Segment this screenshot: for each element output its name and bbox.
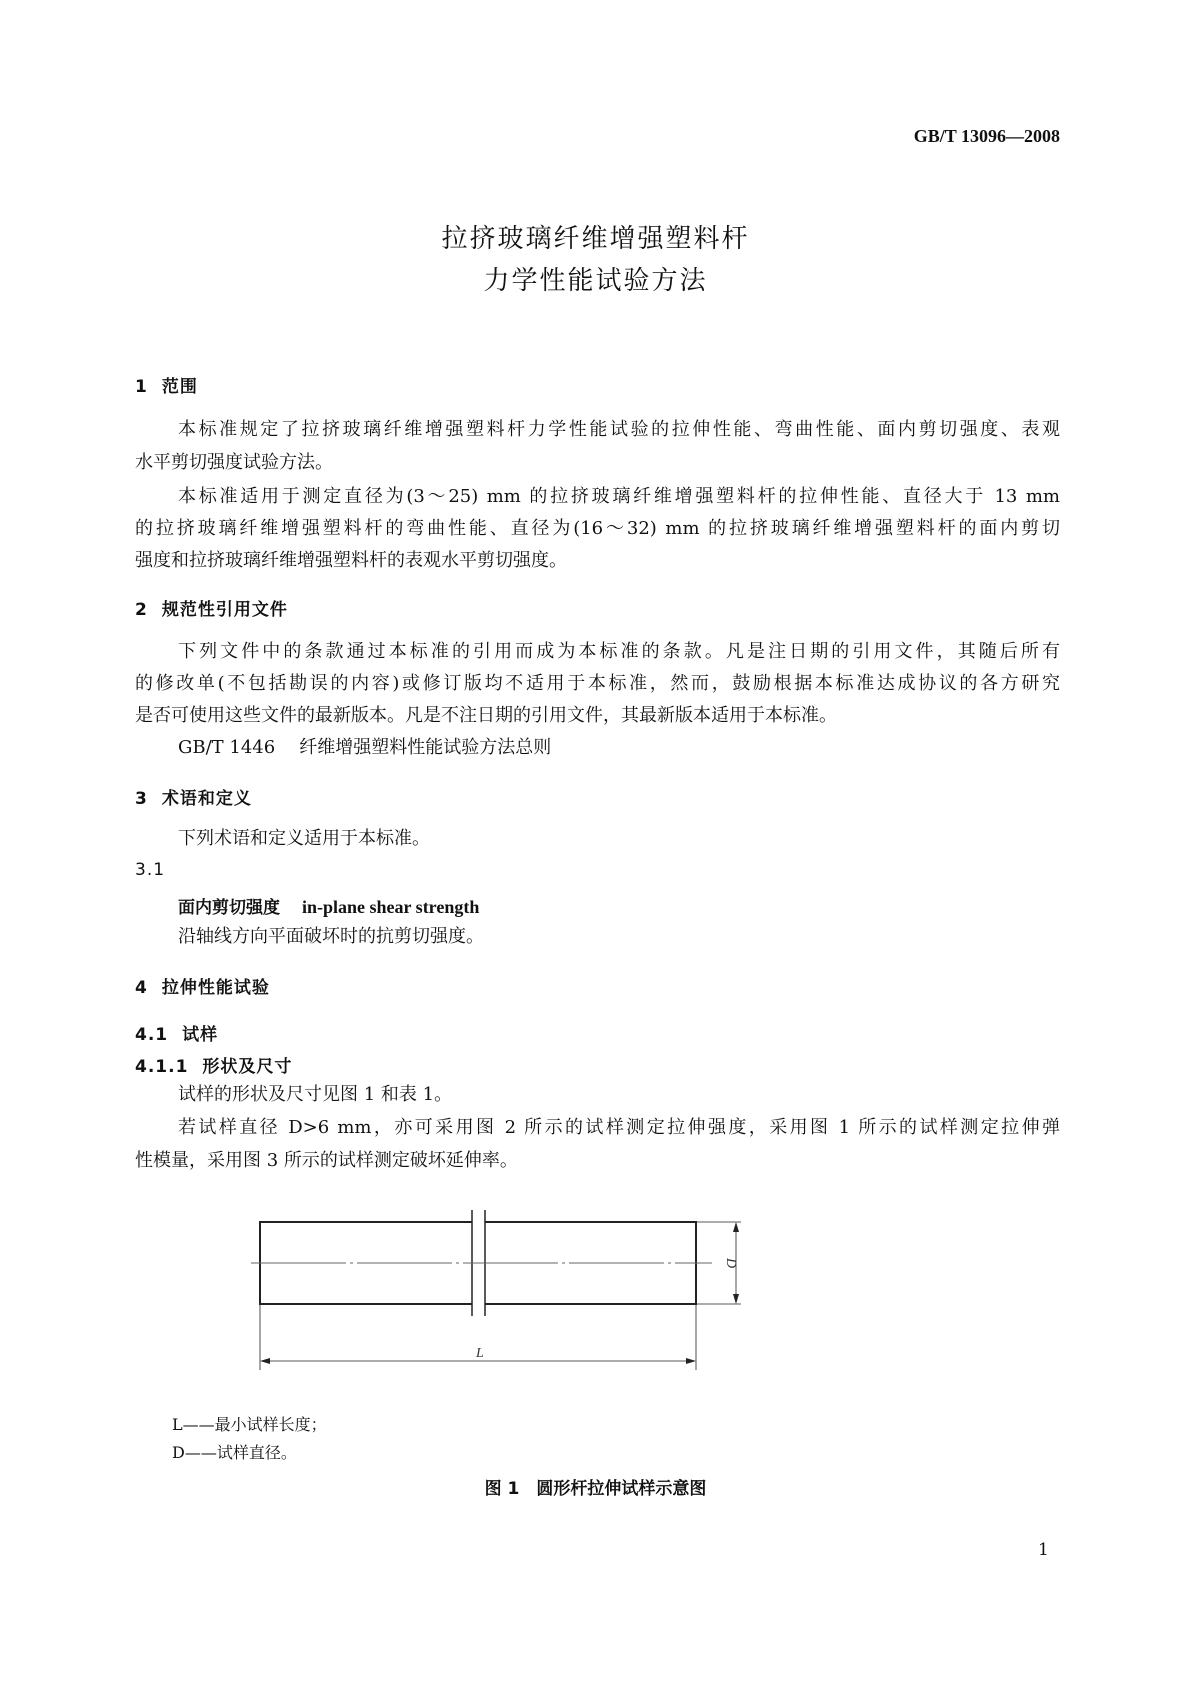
paragraph-line: 是否可使用这些文件的最新版本。凡是不注日期的引用文件，其最新版本适用于本标准。 (135, 705, 837, 726)
paragraph-line: 强度和拉挤玻璃纤维增强塑料杆的表观水平剪切强度。 (135, 550, 567, 571)
document-title-line2: 力学性能试验方法 (483, 266, 708, 296)
paragraph-line: 本标准适用于测定直径为(3～25) mm 的拉挤玻璃纤维增强塑料杆的拉伸性能、直径大于 13 mm (178, 486, 1060, 507)
section-number: 4.1 (135, 1025, 169, 1045)
section-number: 3 (135, 789, 148, 809)
section-title: 规范性引用文件 (161, 600, 288, 620)
section-4-1-heading (135, 1020, 218, 1045)
section-number: 2 (135, 600, 148, 620)
section-number: 4.1.1 (135, 1057, 189, 1077)
section-title: 范围 (161, 377, 198, 397)
label-D: D (723, 1258, 738, 1269)
paragraph-line: 的修改单(不包括勘误的内容)或修订版均不适用于本标准，然而，鼓励根据本标准达成协议的各方研究 (135, 673, 1060, 694)
section-title: 形状及尺寸 (202, 1057, 293, 1077)
section-1-heading (135, 372, 198, 397)
paragraph-line: 若试样直径 D>6 mm，亦可采用图 2 所示的试样测定拉伸强度，采用图 1 所示的试样测定拉伸弹 (178, 1117, 1060, 1138)
label-L: L (476, 1346, 484, 1361)
term-chinese: 面内剪切强度 (178, 898, 280, 918)
reference-code: GB/T 1446 (178, 737, 276, 758)
subsection-number: 3.1 (135, 860, 166, 880)
paragraph-line: 性模量，采用图 3 所示的试样测定破坏延伸率。 (135, 1150, 518, 1171)
reference-title: 纤维增强塑料性能试验方法总则 (299, 737, 552, 758)
figure-caption: 图 1 圆形杆拉伸试样示意图 (484, 1479, 707, 1499)
figure-1-rod-diagram (230, 1210, 950, 1400)
figure-legend-item: D——试样直径。 (172, 1443, 297, 1462)
paragraph-line: 的拉挤玻璃纤维增强塑料杆的弯曲性能、直径为(16～32) mm 的拉挤玻璃纤维增强塑料杆的面内剪切 (135, 518, 1060, 539)
paragraph-line: 本标准规定了拉挤玻璃纤维增强塑料杆力学性能试验的拉伸性能、弯曲性能、面内剪切强度、表观 (178, 419, 1060, 440)
normative-reference (178, 737, 551, 759)
section-title: 术语和定义 (161, 789, 252, 809)
paragraph-line: 水平剪切强度试验方法。 (135, 452, 333, 473)
section-title: 试样 (182, 1025, 219, 1045)
section-4-1-1-heading (135, 1052, 292, 1077)
paragraph-line: 下列文件中的条款通过本标准的引用而成为本标准的条款。凡是注日期的引用文件，其随后所有 (178, 641, 1060, 662)
term-definition: 沿轴线方向平面破坏时的抗剪切强度。 (178, 926, 484, 947)
section-number: 1 (135, 377, 148, 397)
section-2-heading (135, 595, 288, 620)
section-number: 4 (135, 978, 148, 998)
document-title-line1: 拉挤玻璃纤维增强塑料杆 (441, 224, 750, 254)
section-4-heading (135, 973, 270, 998)
paragraph-line: 试样的形状及尺寸见图 1 和表 1。 (178, 1084, 453, 1105)
standard-number: GB/T 13096—2008 (913, 126, 1060, 146)
page-number: 1 (1038, 1540, 1049, 1560)
figure-legend-item: L——最小试样长度； (172, 1415, 327, 1434)
term-entry (178, 893, 479, 918)
term-english: in-plane shear strength (302, 897, 480, 917)
section-title: 拉伸性能试验 (161, 978, 270, 998)
section-3-heading (135, 784, 252, 809)
paragraph-line: 下列术语和定义适用于本标准。 (178, 828, 430, 849)
